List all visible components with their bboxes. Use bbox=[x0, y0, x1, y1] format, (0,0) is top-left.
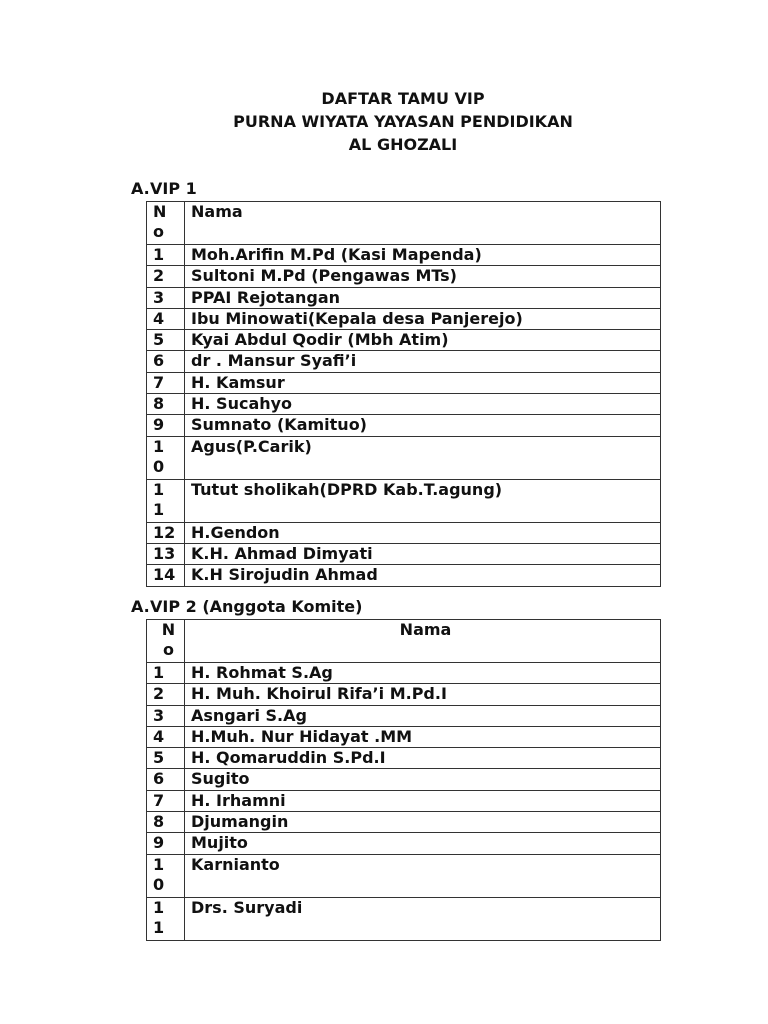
guest-name: Sultoni M.Pd (Pengawas MTs) bbox=[185, 266, 661, 287]
row-number: 5 bbox=[147, 748, 185, 769]
row-number: 1 bbox=[147, 663, 185, 684]
guest-name: dr . Mansur Syafi’i bbox=[185, 351, 661, 372]
table-row bbox=[147, 308, 661, 329]
table-row bbox=[147, 897, 661, 940]
section-title: VIP 1 bbox=[150, 179, 197, 198]
table-row bbox=[147, 330, 661, 351]
row-number: 2 bbox=[147, 266, 185, 287]
guest-name: Sugito bbox=[185, 769, 661, 790]
table-row bbox=[147, 479, 661, 522]
row-number: 13 bbox=[147, 543, 185, 564]
row-number: 1 bbox=[147, 245, 185, 266]
table-row bbox=[147, 415, 661, 436]
row-number: 7 bbox=[147, 372, 185, 393]
row-number: 6 bbox=[147, 351, 185, 372]
table-row bbox=[147, 394, 661, 415]
row-number: 5 bbox=[147, 330, 185, 351]
guest-name: Djumangin bbox=[185, 812, 661, 833]
guest-name: H. Sucahyo bbox=[185, 394, 661, 415]
table-header-row bbox=[147, 202, 661, 245]
section-letter: A. bbox=[131, 597, 150, 616]
guest-name: Kyai Abdul Qodir (Mbh Atim) bbox=[185, 330, 661, 351]
table-row bbox=[147, 769, 661, 790]
guest-name: Ibu Minowati(Kepala desa Panjerejo) bbox=[185, 308, 661, 329]
guest-name: Karnianto bbox=[185, 854, 661, 897]
guest-name: H.Gendon bbox=[185, 522, 661, 543]
row-number: 14 bbox=[147, 565, 185, 586]
section-letter: A. bbox=[131, 179, 150, 198]
table-row bbox=[147, 705, 661, 726]
row-number: 4 bbox=[147, 308, 185, 329]
row-number: 12 bbox=[147, 522, 185, 543]
guest-name: H.Muh. Nur Hidayat .MM bbox=[185, 726, 661, 747]
table-row bbox=[147, 543, 661, 564]
row-number: 1 0 bbox=[147, 436, 185, 479]
guest-name: PPAI Rejotangan bbox=[185, 287, 661, 308]
row-number: 7 bbox=[147, 790, 185, 811]
column-header-name: Nama bbox=[185, 620, 661, 663]
row-number: 3 bbox=[147, 287, 185, 308]
table-row bbox=[147, 266, 661, 287]
table-row bbox=[147, 684, 661, 705]
guest-name: H. Rohmat S.Ag bbox=[185, 663, 661, 684]
row-number: 2 bbox=[147, 684, 185, 705]
guest-name: Asngari S.Ag bbox=[185, 705, 661, 726]
column-header-no: N o bbox=[147, 202, 185, 245]
document-title-line-1: DAFTAR TAMU VIP bbox=[321, 89, 485, 108]
table-row bbox=[147, 565, 661, 586]
table-row bbox=[147, 287, 661, 308]
guest-name: K.H Sirojudin Ahmad bbox=[185, 565, 661, 586]
row-number: 6 bbox=[147, 769, 185, 790]
table-row bbox=[147, 790, 661, 811]
guest-name: H. Kamsur bbox=[185, 372, 661, 393]
row-number: 9 bbox=[147, 833, 185, 854]
section-heading-vip2 bbox=[131, 597, 362, 617]
row-number: 3 bbox=[147, 705, 185, 726]
row-number: 9 bbox=[147, 415, 185, 436]
guest-name: Tutut sholikah(DPRD Kab.T.agung) bbox=[185, 479, 661, 522]
table-row bbox=[147, 245, 661, 266]
guest-table-vip1 bbox=[146, 201, 661, 587]
row-number: 1 0 bbox=[147, 854, 185, 897]
table-row bbox=[147, 812, 661, 833]
section-title: VIP 2 (Anggota Komite) bbox=[150, 597, 363, 616]
column-header-no: N o bbox=[147, 620, 185, 663]
table-row bbox=[147, 436, 661, 479]
row-number: 8 bbox=[147, 394, 185, 415]
row-number: 1 1 bbox=[147, 897, 185, 940]
table-row bbox=[147, 351, 661, 372]
table-row bbox=[147, 372, 661, 393]
document-title-line-3: AL GHOZALI bbox=[348, 135, 458, 154]
row-number: 1 1 bbox=[147, 479, 185, 522]
table-header-row bbox=[147, 620, 661, 663]
guest-name: Moh.Arifin M.Pd (Kasi Mapenda) bbox=[185, 245, 661, 266]
table-row bbox=[147, 833, 661, 854]
guest-name: Agus(P.Carik) bbox=[185, 436, 661, 479]
table-row bbox=[147, 726, 661, 747]
guest-name: Drs. Suryadi bbox=[185, 897, 661, 940]
guest-name: K.H. Ahmad Dimyati bbox=[185, 543, 661, 564]
guest-name: Sumnato (Kamituo) bbox=[185, 415, 661, 436]
guest-table-vip2 bbox=[146, 619, 661, 941]
column-header-name: Nama bbox=[185, 202, 661, 245]
guest-name: H. Muh. Khoirul Rifa’i M.Pd.I bbox=[185, 684, 661, 705]
row-number: 4 bbox=[147, 726, 185, 747]
section-heading-vip1 bbox=[131, 179, 197, 199]
document-title-line-2: PURNA WIYATA YAYASAN PENDIDIKAN bbox=[233, 112, 573, 131]
table-row bbox=[147, 663, 661, 684]
table-row bbox=[147, 854, 661, 897]
table-row bbox=[147, 522, 661, 543]
row-number: 8 bbox=[147, 812, 185, 833]
guest-name: H. Qomaruddin S.Pd.I bbox=[185, 748, 661, 769]
guest-name: Mujito bbox=[185, 833, 661, 854]
guest-name: H. Irhamni bbox=[185, 790, 661, 811]
table-row bbox=[147, 748, 661, 769]
